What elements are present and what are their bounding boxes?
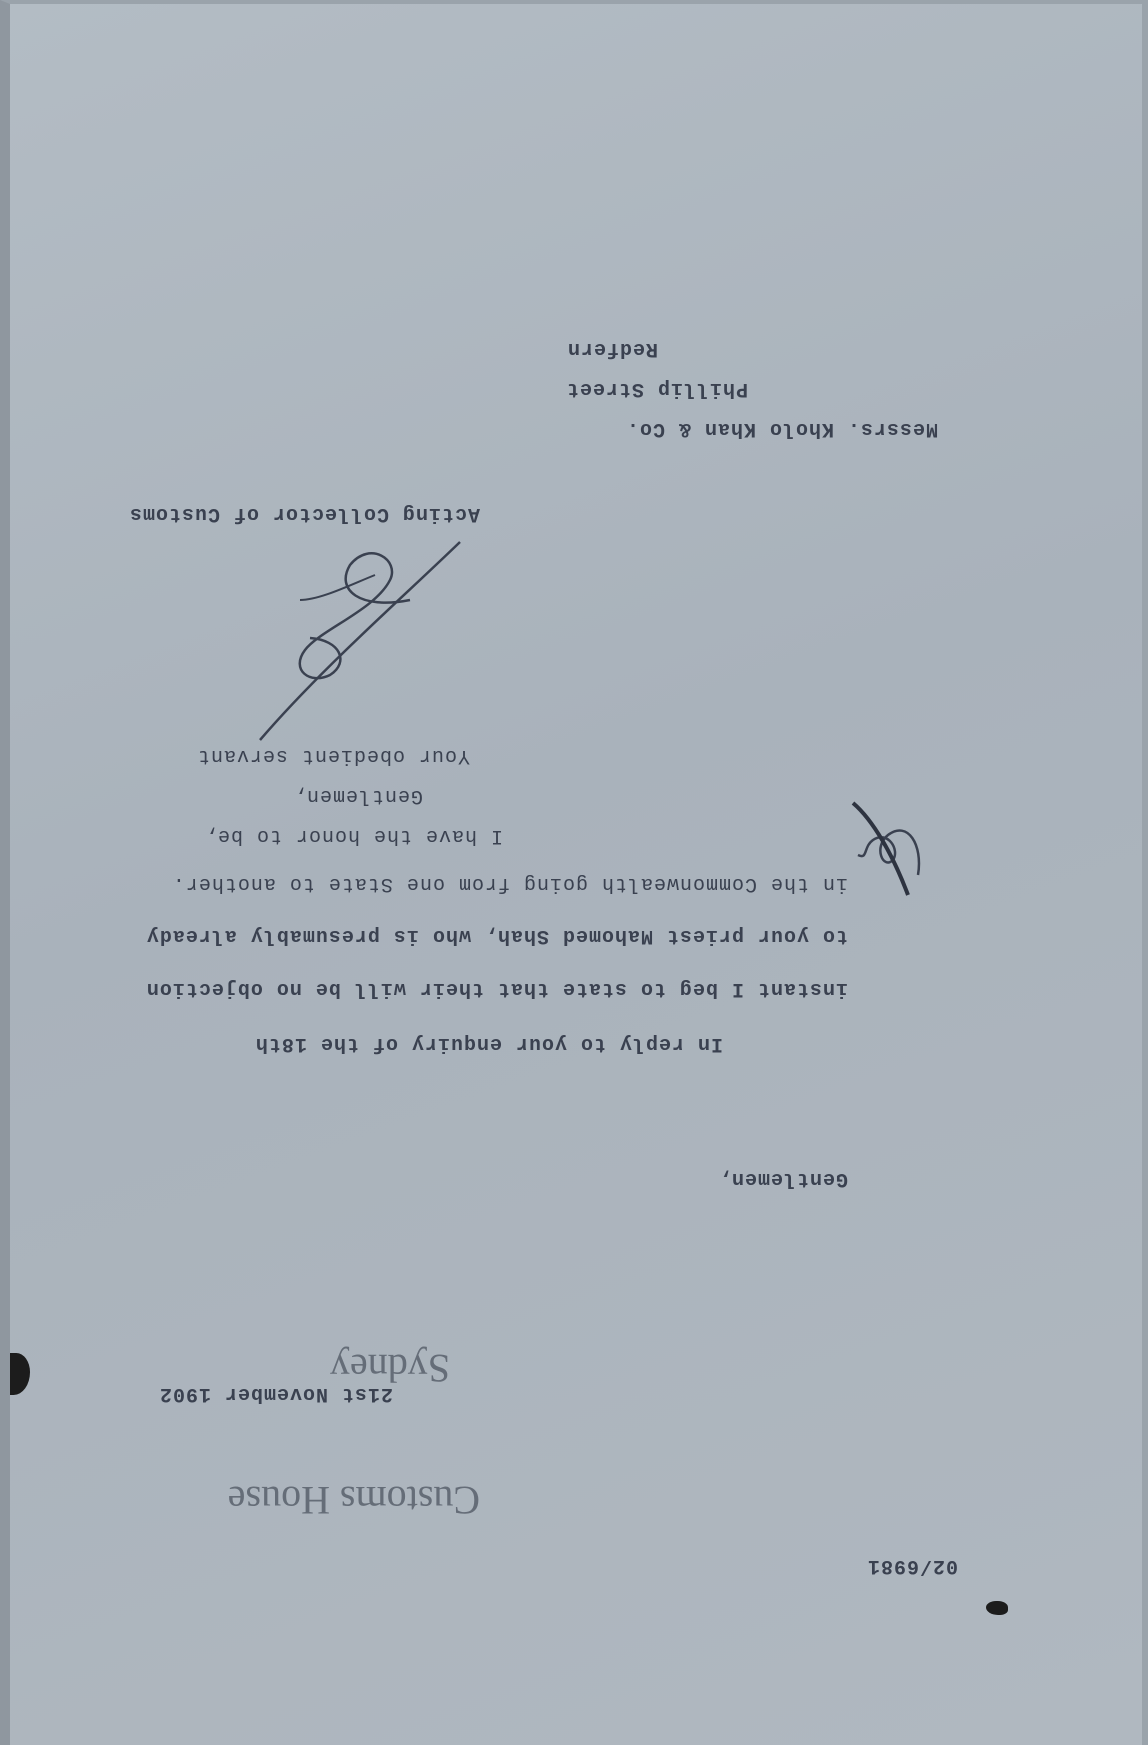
letter-date: 21st November 1902 <box>158 1382 393 1405</box>
margin-initials <box>838 795 928 915</box>
body-line-1: In reply to your enquiry of the 18th <box>254 1032 723 1055</box>
body-line-4: in the Commonwealth going from one State to another. <box>171 872 848 895</box>
closing-line-3: Your obedient servant <box>196 744 470 767</box>
closing-line-1b: I have the honor to be, <box>203 824 503 847</box>
body-line-3: to your priest Mahomed Shah, who is presumably already <box>145 924 848 947</box>
paper-edge-tear <box>0 1353 30 1395</box>
signature <box>240 530 470 750</box>
stamp-line-2: Sydney <box>330 1346 450 1391</box>
paper-tear-mark <box>986 1601 1008 1615</box>
closing-line-2: Gentlemen, <box>292 784 423 807</box>
addressee-line-1: Messrs. Kholo Khan & Co. <box>625 417 938 440</box>
signatory-title: Acting Collector of Customs <box>128 502 480 525</box>
addressee-line-3: Redfern <box>566 337 658 360</box>
reference-number: 02/6981 <box>866 1554 958 1577</box>
body-line-2: instant I beg to state that their will be no objection <box>145 977 848 1000</box>
stamp-line-1: Customs House <box>227 1478 480 1523</box>
customs-house-stamp <box>228 1258 480 1610</box>
salutation: Gentlemen, <box>717 1167 848 1190</box>
addressee-line-2: Phillip Street <box>565 377 748 400</box>
